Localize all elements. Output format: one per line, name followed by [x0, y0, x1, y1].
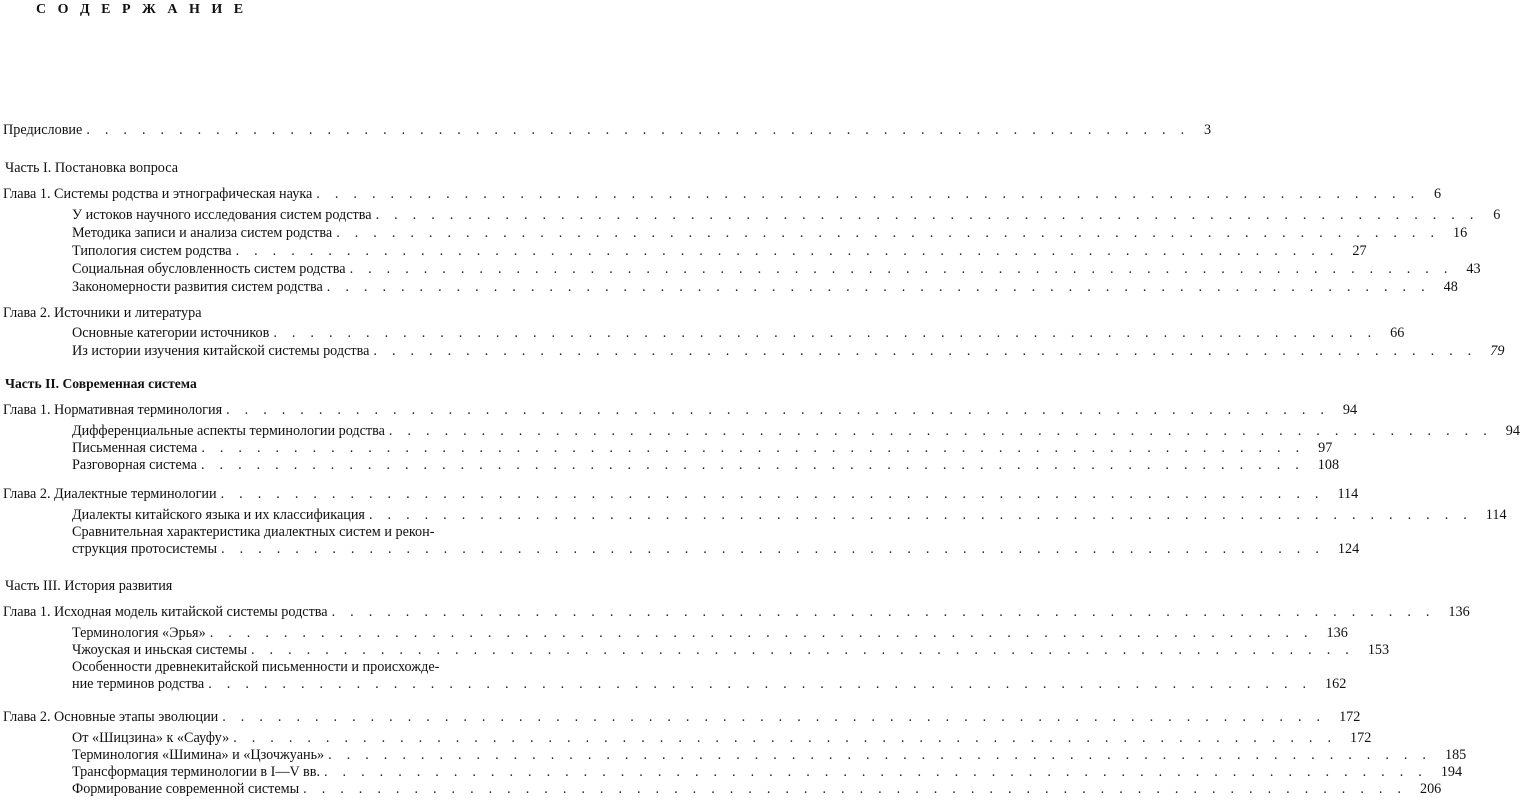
toc-page-number: 94 — [1505, 423, 1520, 439]
dot-leader: ............................................................ — [220, 486, 1334, 502]
toc-section — [72, 781, 1442, 797]
toc-section — [72, 507, 1507, 523]
toc-page-number: 16 — [1453, 225, 1468, 241]
dot-leader: ............................................................ — [331, 604, 1445, 620]
toc-section — [72, 207, 1501, 223]
toc-page-number: 97 — [1318, 440, 1333, 456]
dot-leader: ............................................................ — [316, 186, 1430, 202]
dot-leader: ............................................................ — [86, 122, 1200, 138]
part-title: Часть I. Постановка вопроса — [5, 160, 179, 176]
toc-section-label: Диалекты китайского языка и их классификация — [72, 507, 365, 523]
toc-chapter — [3, 604, 1470, 620]
toc-section-label: Типология систем родства — [72, 243, 232, 259]
toc-page-number: 3 — [1204, 122, 1212, 138]
toc-page-number: 94 — [1342, 402, 1358, 418]
toc-chapter-label: Глава 2. Основные этапы эволюции — [3, 709, 219, 725]
toc-section-label: Терминология «Шимина» и «Цзочжуань» — [72, 747, 325, 763]
dot-leader: ............................................................ — [324, 764, 1437, 780]
toc-section — [72, 625, 1348, 641]
toc-section-label: Из истории изучения китайской системы родства — [72, 343, 370, 359]
toc-page-number: 108 — [1317, 457, 1340, 473]
toc-section — [72, 642, 1390, 658]
dot-leader: ............................................................ — [303, 781, 1416, 797]
dot-leader: ............................................................ — [349, 261, 1463, 277]
toc-section — [72, 764, 1463, 780]
toc-section-label: Основные категории источников — [72, 325, 270, 341]
toc-entry-label: Предисловие — [3, 122, 83, 138]
dot-leader: ............................................................ — [328, 747, 1441, 763]
toc-page-number: 206 — [1419, 781, 1442, 797]
toc-section — [72, 730, 1372, 746]
toc-page-number: 162 — [1325, 676, 1347, 692]
toc-section — [72, 457, 1340, 473]
dot-leader: ............................................................ — [368, 507, 1482, 523]
toc-section-label-continued: струкция протосистемы — [72, 541, 218, 557]
toc-section — [72, 440, 1333, 456]
toc-page-number: 194 — [1440, 764, 1463, 780]
dot-leader: ............................................................ — [221, 541, 1334, 557]
dot-leader: ............................................................ — [226, 402, 1339, 418]
toc-section — [72, 279, 1458, 295]
toc-chapter — [3, 486, 1359, 502]
toc-section — [72, 676, 1347, 692]
dot-leader: ............................................................ — [235, 243, 1349, 259]
toc-chapter-label: Глава 1. Системы родства и этнографическая наука — [3, 186, 313, 202]
dot-leader: ............................................................ — [251, 642, 1364, 658]
toc-page-number: 114 — [1485, 507, 1507, 523]
toc-chapter — [3, 709, 1361, 725]
dot-leader: ............................................................ — [375, 207, 1489, 223]
toc-section — [72, 747, 1467, 763]
toc-chapter-label: Глава 1. Нормативная терминология — [3, 402, 223, 418]
dot-leader: ............................................................ — [209, 625, 1323, 641]
dot-leader: ............................................................ — [222, 709, 1336, 725]
toc-page-number: 6 — [1434, 186, 1442, 202]
toc-page-number: 136 — [1448, 604, 1470, 620]
toc-page-number: 185 — [1444, 747, 1467, 763]
dot-leader: ............................................................ — [233, 730, 1346, 746]
toc-page-number: 172 — [1350, 730, 1372, 746]
toc-section-label: Письменная система — [72, 440, 198, 456]
toc-section — [72, 423, 1520, 439]
part-title: Часть III. История развития — [5, 578, 173, 594]
toc-section-label: Терминология «Эрья» — [72, 625, 206, 641]
toc-section-label: От «Шицзина» к «Сауфу» — [72, 730, 230, 746]
toc-section — [72, 541, 1360, 557]
toc-section-label: Дифференциальные аспекты терминологии родства — [72, 423, 385, 439]
part-title: Часть II. Современная система — [5, 376, 197, 391]
toc-page-number: 79 — [1490, 343, 1505, 359]
toc-section-label: Закономерности развития систем родства — [72, 279, 323, 295]
toc-chapter-label: Глава 1. Исходная модель китайской системы родства — [3, 604, 328, 620]
dot-leader: ............................................................ — [326, 279, 1440, 295]
toc-section-label-continued: ние терминов родства — [72, 676, 205, 692]
toc-section-label: У истоков научного исследования систем родства — [72, 207, 372, 223]
toc-section-label: Трансформация терминологии в I—V вв. — [72, 764, 320, 780]
toc-section — [72, 243, 1367, 259]
toc-section-label: Особенности древнекитайской письменности и происхожде- — [72, 659, 440, 675]
dot-leader: ............................................................ — [388, 423, 1502, 439]
toc-section — [72, 261, 1481, 277]
toc-section — [72, 225, 1468, 241]
toc-page-number: 172 — [1339, 709, 1361, 725]
toc-section — [72, 343, 1505, 359]
toc-page-number: 114 — [1337, 486, 1359, 502]
toc-page-number: 43 — [1466, 261, 1481, 277]
toc-page-number: 124 — [1337, 541, 1360, 557]
toc-page-number: 48 — [1443, 279, 1458, 295]
dot-leader: ............................................................ — [201, 440, 1315, 456]
toc-page-number: 153 — [1367, 642, 1390, 658]
toc-section-label: Методика записи и анализа систем родства — [72, 225, 333, 241]
toc-chapter-label: Глава 2. Источники и литература — [3, 305, 202, 321]
dot-leader: ............................................................ — [373, 343, 1487, 359]
toc-chapter-label: Глава 2. Диалектные терминологии — [3, 486, 217, 502]
toc-chapter — [3, 402, 1358, 418]
toc-section-label: Социальная обусловленность систем родства — [72, 261, 346, 277]
dot-leader: ............................................................ — [200, 457, 1314, 473]
dot-leader: ............................................................ — [336, 225, 1449, 241]
toc-section — [72, 325, 1405, 341]
toc-section-label: Разговорная система — [72, 457, 197, 473]
toc-page-number: 6 — [1493, 207, 1501, 223]
toc-page-number: 27 — [1352, 243, 1367, 259]
toc-section-label: Сравнительная характеристика диалектных систем и рекон- — [72, 524, 435, 540]
toc-page-number: 136 — [1326, 625, 1348, 641]
toc-entry-preface — [3, 122, 1212, 138]
toc-section-label: Чжоуская и иньская системы — [72, 642, 247, 658]
toc-heading: С О Д Е Р Ж А Н И Е — [36, 2, 248, 17]
toc-section-label: Формирование современной системы — [72, 781, 300, 797]
toc-page-number: 66 — [1390, 325, 1405, 341]
dot-leader: ............................................................ — [273, 325, 1387, 341]
dot-leader: ............................................................ — [208, 676, 1322, 692]
toc-chapter — [3, 186, 1442, 202]
